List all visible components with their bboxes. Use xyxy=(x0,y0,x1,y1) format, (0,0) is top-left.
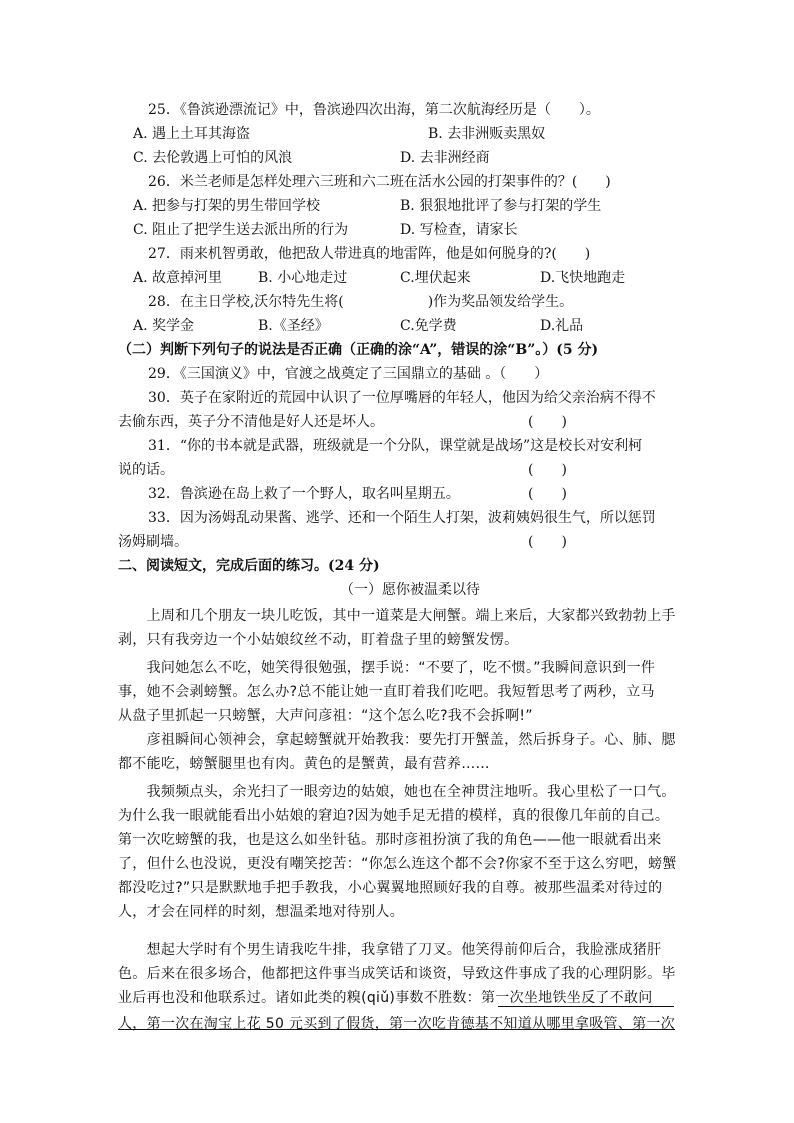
article-line: 我问她怎么不吃，她笑得很勉强，摆手说：“不要了，吃不惯。”我瞬间意识到一件 xyxy=(118,660,656,676)
answer-paren: ( ) xyxy=(528,534,567,550)
question-30: 30．英子在家附近的荒园中认识了一位厚嘴唇的年轻人，他因为给父亲治病不得不 xyxy=(148,390,656,406)
option-b: B. 去非洲贩卖黑奴 xyxy=(428,126,546,142)
article-line: 从盘子里抓起一只螃蟹，大声问彦祖：“这个怎么吃?我不会拆啊!” xyxy=(118,708,533,724)
question-33: 33．因为汤姆乱动果酱、逃学、还和一个陌生人打架，波莉姨妈很生气，所以惩罚 xyxy=(148,510,656,526)
article-title: （一）愿你被温柔以待 xyxy=(340,582,480,598)
answer-paren: ( ) xyxy=(528,462,567,478)
option-a: A. 故意掉河里 xyxy=(133,270,223,286)
article-line: 了，但什么也没说，更没有嘲笑挖苦：“你怎么连这个都不会?你家不至于这么穷吧，螃蟹 xyxy=(118,856,677,872)
option-d: D.礼品 xyxy=(540,318,584,334)
article-line: 第一次吃螃蟹的我，也是这么如坐针毡。那时彦祖扮演了我的角色——他一眼就看出来 xyxy=(118,832,662,848)
section-heading-judge: （二）判断下列句子的说法是否正确（正确的涂“A”，错误的涂“B”。）(5 分) xyxy=(118,342,599,358)
option-c: C.免学费 xyxy=(400,318,457,334)
option-d: D.飞快地跑走 xyxy=(540,270,626,286)
option-b: B. 小心地走过 xyxy=(258,270,348,286)
option-a: A. 奖学金 xyxy=(133,318,195,334)
article-line: 想起大学时有个男生请我吃牛排，我拿错了刀叉。他笑得前仰后合，我脸涨成猪肝 xyxy=(118,942,662,958)
option-a: A. 遇上土耳其海盗 xyxy=(133,126,251,142)
article-line: 剥，只有我旁边一个小姑娘纹丝不动，盯着盘子里的螃蟹发愣。 xyxy=(118,632,519,648)
article-line: 业后再也没和他联系过。诸如此类的糗(qiǔ)事数不胜数：第一次坐地铁坐反了不敢问 xyxy=(118,990,653,1006)
article-line: 上周和几个朋友一块儿吃饭，其中一道菜是大闸蟹。端上来后，大家都兴致勃勃上手 xyxy=(118,608,676,624)
underline-mark xyxy=(498,1006,674,1007)
question-30-cont: 去偷东西，英子分不清他是好人还是坏人。 xyxy=(118,414,384,430)
question-31: 31．“你的书本就是武器，班级就是一个分队，课堂就是战场”这是校长对安利柯 xyxy=(148,438,643,454)
option-d: D. 写检查，请家长 xyxy=(400,222,518,238)
question-32: 32．鲁滨逊在岛上救了一个野人，取名叫星期五。 xyxy=(148,486,460,502)
question-33-cont: 汤姆刷墙。 xyxy=(118,534,188,550)
option-a: A. 把参与打架的男生带回学校 xyxy=(133,198,321,214)
question-31-cont: 说的话。 xyxy=(118,462,174,478)
question-28: 28．在主日学校,沃尔特先生将( )作为奖品领发给学生。 xyxy=(148,294,574,310)
question-27: 27．雨来机智勇敢，他把敌人带进真的地雷阵，他是如何脱身的?( ) xyxy=(148,246,591,262)
article-line: 事，她不会剥螃蟹。怎么办?总不能让她一直盯着我们吃吧。我短暂思考了两秒，立马 xyxy=(118,684,655,700)
article-line: 为什么我一眼就能看出小姑娘的窘迫?因为她手足无措的模样，真的很像几年前的自己。 xyxy=(118,808,670,824)
article-line: 都没吃过?”只是默默地手把手教我，小心翼翼地照顾好我的自尊。被那些温柔对待过的 xyxy=(118,880,663,896)
option-c: C.埋伏起来 xyxy=(400,270,471,286)
question-29: 29．《三国演义》中，官渡之战奠定了三国鼎立的基础 。（ ） xyxy=(148,366,549,382)
option-c: C. 去伦敦遇上可怕的风浪 xyxy=(133,150,293,166)
article-line: 色。后来在很多场合，他都把这件事当成笑话和谈资，导致这件事成了我的心理阴影。毕 xyxy=(118,966,676,982)
question-26: 26．米兰老师是怎样处理六三班和六二班在活水公园的打架事件的？( ) xyxy=(148,174,611,190)
article-line-underlined: 人，第一次在淘宝上花 50 元买到了假货，第一次吃肯德基不知道从哪里拿吸管、第一次 xyxy=(118,1016,676,1032)
question-25: 25．《鲁滨逊漂流记》中，鲁滨逊四次出海，第二次航海经历是（ ）。 xyxy=(148,102,600,118)
option-b: B.《圣经》 xyxy=(258,318,329,334)
answer-paren: ( ) xyxy=(528,486,567,502)
article-line: 都不能吃，螃蟹腿里也有肉。黄色的是蟹黄，最有营养…… xyxy=(118,756,490,772)
article-line: 我频频点头，余光扫了一眼旁边的姑娘，她也在全神贯注地听。我心里松了一口气。 xyxy=(118,784,676,800)
option-c: C. 阻止了把学生送去派出所的行为 xyxy=(133,222,349,238)
section-heading-reading: 二、阅读短文，完成后面的练习。(24 分) xyxy=(118,558,380,574)
article-line: 人，才会在同样的时刻，想温柔地对待别人。 xyxy=(118,904,404,920)
answer-paren: ( ) xyxy=(528,414,567,430)
option-d: D. 去非洲经商 xyxy=(400,150,490,166)
option-b: B. 狠狠地批评了参与打架的学生 xyxy=(400,198,602,214)
article-line: 彦祖瞬间心领神会，拿起螃蟹就开始教我：要先打开蟹盖，然后拆身子。心、肺、腮 xyxy=(118,732,676,748)
